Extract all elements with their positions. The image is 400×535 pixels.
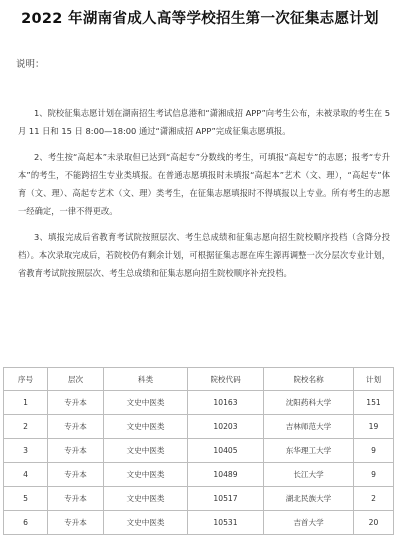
cell-category: 文史中医类 [104, 487, 188, 511]
cell-index: 3 [4, 439, 48, 463]
cell-plan: 20 [354, 511, 394, 535]
cell-plan: 19 [354, 415, 394, 439]
header-school-code: 院校代码 [188, 368, 264, 391]
plan-table [3, 367, 394, 535]
cell-category: 文史中医类 [104, 463, 188, 487]
table-row [4, 463, 394, 487]
cell-school-name: 吉林师范大学 [264, 415, 354, 439]
cell-level: 专升本 [48, 487, 104, 511]
table-row [4, 415, 394, 439]
cell-school-name: 长江大学 [264, 463, 354, 487]
cell-school-name: 湖北民族大学 [264, 487, 354, 511]
cell-plan: 9 [354, 439, 394, 463]
table-header-row [4, 368, 394, 391]
cell-school-code: 10405 [188, 439, 264, 463]
cell-category: 文史中医类 [104, 511, 188, 535]
table-row [4, 439, 394, 463]
cell-level: 专升本 [48, 439, 104, 463]
cell-index: 1 [4, 391, 48, 415]
header-school-name: 院校名称 [264, 368, 354, 391]
table-row [4, 511, 394, 535]
header-level: 层次 [48, 368, 104, 391]
cell-school-code: 10531 [188, 511, 264, 535]
header-plan: 计划 [354, 368, 394, 391]
cell-index: 2 [4, 415, 48, 439]
cell-school-name: 吉首大学 [264, 511, 354, 535]
note-paragraph-2: 2、考生按“高起本”未录取但已达到“高起专”分数线的考生，可填报“高起专”的志愿；报考“专升本”的考生，不能跨招生专业类填报。在普通志愿填报时未填报“高起本”艺术（文、理），“高起专”体育（文、理）、高起专艺术（文、理）类考生，在征集志愿填报时不得填报以上专业。所有考生的志愿一经确定，一律不得更改。 [18, 152, 390, 216]
cell-school-name: 沈阳药科大学 [264, 391, 354, 415]
notes-label: 说明： [16, 59, 45, 70]
cell-plan: 2 [354, 487, 394, 511]
cell-school-code: 10163 [188, 391, 264, 415]
table-row [4, 487, 394, 511]
cell-plan: 151 [354, 391, 394, 415]
cell-category: 文史中医类 [104, 391, 188, 415]
cell-school-code: 10203 [188, 415, 264, 439]
cell-school-name: 东华理工大学 [264, 439, 354, 463]
cell-level: 专升本 [48, 463, 104, 487]
notes-section [18, 104, 390, 290]
cell-category: 文史中医类 [104, 415, 188, 439]
cell-index: 6 [4, 511, 48, 535]
table-row [4, 391, 394, 415]
cell-plan: 9 [354, 463, 394, 487]
note-paragraph-1: 1、院校征集志愿计划在湖南招生考试信息港和“潇湘成招 APP”向考生公布，未被录取的考生在 5 月 11 日和 15 日 8:00—18:00 通过“潇湘成招 APP”完成征集志愿填报。 [18, 108, 390, 136]
note-paragraph-3: 3、填报完成后省教育考试院按照层次、考生总成绩和征集志愿向招生院校顺序投档（含降分投档）。本次录取完成后，若院校仍有剩余计划，可根据征集志愿在库生源再调整一次分层次专业计划，省教育考试院按照层次、考生总成绩和征集志愿向招生院校顺序补充投档。 [18, 232, 390, 278]
document-title: 2022 年湖南省成人高等学校招生第一次征集志愿计划 [21, 11, 379, 27]
cell-school-code: 10517 [188, 487, 264, 511]
cell-level: 专升本 [48, 391, 104, 415]
header-index: 序号 [4, 368, 48, 391]
cell-school-code: 10489 [188, 463, 264, 487]
cell-level: 专升本 [48, 415, 104, 439]
cell-level: 专升本 [48, 511, 104, 535]
cell-category: 文史中医类 [104, 439, 188, 463]
header-category: 科类 [104, 368, 188, 391]
cell-index: 5 [4, 487, 48, 511]
cell-index: 4 [4, 463, 48, 487]
